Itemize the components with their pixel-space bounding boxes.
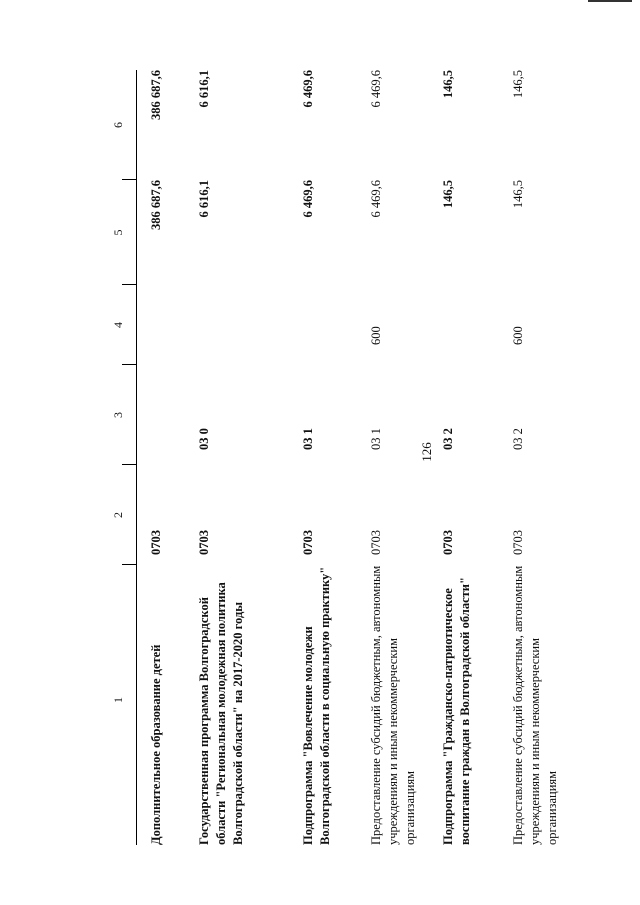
row-name: Предоставление субсидий бюджетным, автономным учреждениям и иным некоммерческим организациям (511, 565, 559, 845)
row-program: 03 0 (197, 428, 211, 450)
row-amount-1: 6 469,6 (301, 180, 315, 218)
budget-table (100, 70, 620, 845)
row-code: 0703 (197, 530, 211, 555)
header-col-5: 5 (111, 229, 125, 236)
row-amount-1: 6 469,6 (369, 180, 383, 218)
row-name: Предоставление субсидий бюджетным, автономным учреждениям и иным некоммерческим организациям (369, 565, 417, 845)
corner-mark (588, 0, 632, 2)
row-amount-2: 6 469,6 (369, 70, 383, 108)
row-code: 0703 (301, 530, 315, 555)
row-code: 0703 (511, 530, 525, 555)
page-number: 126 (419, 442, 434, 462)
row-name: Подпрограмма "Гражданско-патриотическое воспитание граждан в Волгоградской области" (441, 577, 472, 845)
table-header (100, 70, 137, 845)
header-col-3: 3 (111, 412, 125, 418)
row-program: 03 1 (301, 428, 315, 450)
row-program: 03 1 (369, 428, 383, 450)
header-col-6: 6 (111, 122, 125, 128)
row-amount-2: 6 616,1 (197, 70, 211, 108)
row-name: Подпрограмма "Вовлечение молодежи Волгоградской области в социальную практику" (301, 566, 332, 845)
row-type: 600 (369, 326, 383, 345)
row-program: 03 2 (441, 428, 455, 450)
row-amount-1: 6 616,1 (197, 180, 211, 218)
row-name: Государственная программа Волгоградской области "Региональная молодежная политика Волгоградской области" на 2017-2020 годы (197, 582, 245, 845)
row-code: 0703 (369, 530, 383, 555)
row-code: 0703 (441, 530, 455, 555)
row-amount-2: 146,5 (511, 70, 525, 99)
header-col-2: 2 (111, 512, 125, 518)
row-amount-1: 146,5 (441, 180, 455, 209)
header-col-1: 1 (111, 697, 125, 703)
row-amount-1: 386 687,6 (149, 180, 163, 230)
row-name: Дополнительное образование детей (149, 644, 163, 845)
row-amount-2: 146,5 (441, 70, 455, 99)
row-program: 03 2 (511, 428, 525, 450)
row-amount-2: 6 469,6 (301, 70, 315, 108)
row-code: 0703 (149, 530, 163, 555)
row-amount-1: 146,5 (511, 180, 525, 209)
row-type: 600 (511, 326, 525, 345)
header-col-4: 4 (111, 322, 125, 328)
row-amount-2: 386 687,6 (149, 70, 163, 120)
